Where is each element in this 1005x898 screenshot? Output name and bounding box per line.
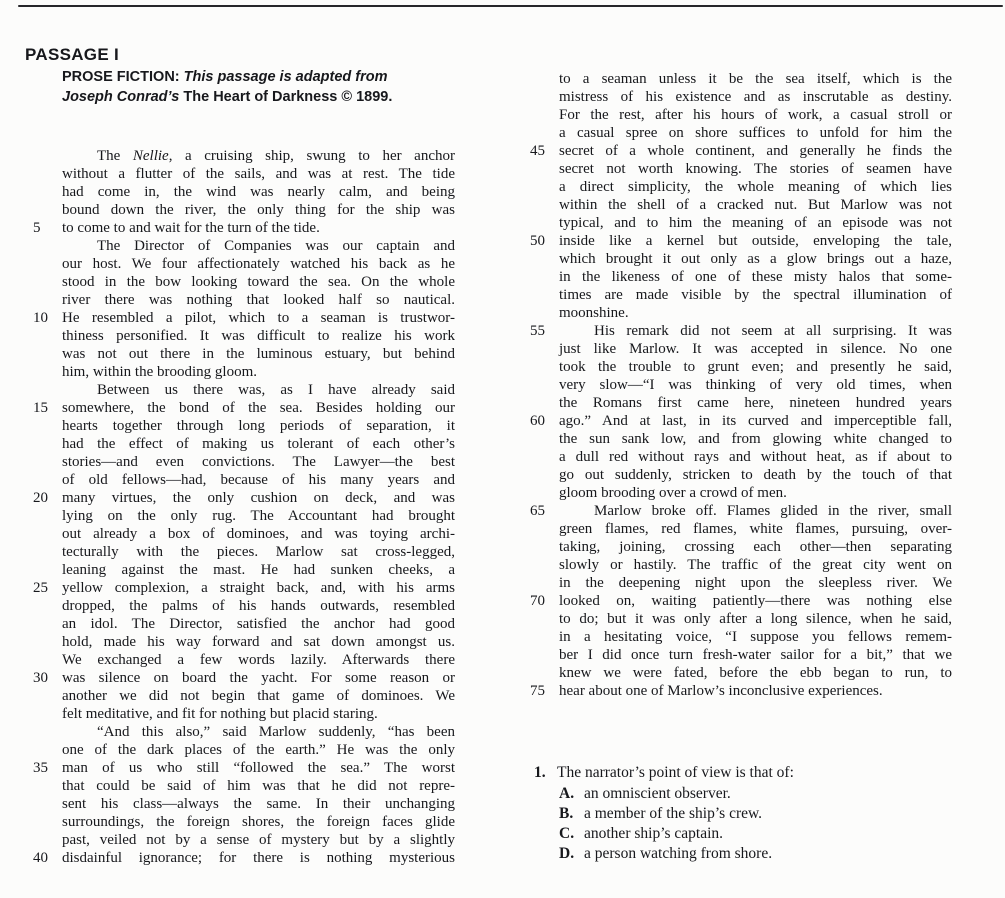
line-number [530, 88, 559, 106]
passage-line [33, 381, 455, 399]
passage-line [530, 574, 952, 592]
line-text: “And this also,” said Marlow suddenly, “has been [97, 724, 455, 740]
passage-line [33, 651, 455, 669]
line-text: His remark did not seem at all surprising. It was [594, 323, 952, 339]
passage-line [530, 286, 952, 304]
passage-line [33, 255, 455, 273]
line-text: Between us there was, as I have already said [97, 382, 455, 398]
line-number [33, 417, 62, 435]
line-text: green flames, red flames, white flames, pursuing, over- [559, 521, 952, 537]
passage-line [530, 592, 952, 610]
line-text: taking, joining, crossing each other—then separating [559, 539, 952, 555]
passage-line [33, 363, 455, 381]
line-number [530, 556, 559, 574]
passage-line [530, 70, 952, 88]
line-text: lying on the only rug. The Accountant had brought [62, 508, 455, 524]
line-text: We exchanged a few words lazily. Afterwards there [62, 652, 455, 668]
passage-line [33, 219, 455, 237]
line-text: the Romans first came here, nineteen hundred years [559, 395, 952, 411]
line-number [33, 741, 62, 759]
passage-line [33, 795, 455, 813]
passage-line [33, 309, 455, 327]
source-description-line2: Joseph Conrad’s [62, 89, 180, 105]
passage-line [530, 214, 952, 232]
passage-line [530, 646, 952, 664]
line-number [530, 106, 559, 124]
passage-line [530, 322, 952, 340]
line-text: him, within the brooding gloom. [62, 364, 257, 380]
passage-line [530, 142, 952, 160]
passage-column-left [33, 147, 455, 867]
genre-label: PROSE FICTION: [62, 69, 180, 85]
line-number: 10 [33, 310, 48, 326]
line-text: thiness personified. It was difficult to realize his work [62, 328, 455, 344]
line-number [33, 201, 62, 219]
passage-line [530, 538, 952, 556]
passage-line [33, 597, 455, 615]
line-text: was silence on board the yacht. For some reason or [62, 670, 455, 686]
line-text: tecturally with the pieces. Marlow sat cross-legged, [62, 544, 455, 560]
line-number: 50 [530, 233, 545, 249]
line-number [530, 394, 559, 412]
passage-line [530, 106, 952, 124]
line-number [33, 363, 62, 381]
line-number [530, 574, 559, 592]
line-text: stood in the bow looking toward the sea. On the whole [62, 274, 455, 290]
line-number [33, 327, 62, 345]
line-number [33, 651, 62, 669]
line-number [530, 628, 559, 646]
line-text: go out suddenly, stricken to death by the touch of that [559, 467, 952, 483]
source-description-line1: This passage is adapted from [183, 69, 388, 85]
line-number [530, 358, 559, 376]
line-number [530, 448, 559, 466]
line-text: out already a box of dominoes, and was toying archi- [62, 526, 455, 542]
line-text: hold, made his way forward and sat down amongst us. [62, 634, 455, 650]
question-stem: The narrator’s point of view is that of: [557, 764, 794, 781]
line-text: to a seaman unless it be the sea itself, which is the [559, 71, 952, 87]
passage-line [530, 304, 952, 322]
line-number [530, 484, 559, 502]
passage-column-right [530, 70, 952, 700]
line-text: moonshine. [559, 305, 629, 321]
line-number: 45 [530, 143, 545, 159]
line-number: 30 [33, 670, 48, 686]
line-number [530, 430, 559, 448]
question-number: 1. [534, 764, 546, 781]
line-text: without a flutter of the sails, and was at rest. The tide [62, 166, 455, 182]
source-copyright: © 1899. [341, 89, 393, 105]
question-stem-row [534, 763, 794, 783]
passage-line [33, 849, 455, 867]
passage-line [530, 88, 952, 106]
line-number [33, 543, 62, 561]
line-number [33, 453, 62, 471]
line-text: hear about one of Marlow’s inconclusive experiences. [559, 683, 883, 699]
line-number [530, 340, 559, 358]
line-number [530, 286, 559, 304]
line-number [530, 214, 559, 232]
source-work-title: The Heart of Darkness [183, 89, 338, 105]
line-text: of old fellows—had, because of his many years and [62, 472, 455, 488]
line-text: our host. We four affectionately watched his back as he [62, 256, 455, 272]
line-text: For the rest, after his hours of work, a casual stroll or [559, 107, 952, 123]
line-text: in the likeness of one of these misty halos that some- [559, 269, 952, 285]
line-number: 5 [33, 220, 41, 236]
passage-line [33, 327, 455, 345]
passage-line [33, 687, 455, 705]
passage-line [33, 291, 455, 309]
passage-line [530, 484, 952, 502]
line-number [33, 597, 62, 615]
line-text: had the effect of making us tolerant of each other’s [62, 436, 455, 452]
option-letter: A. [559, 785, 575, 802]
passage-line [33, 165, 455, 183]
line-text: secret of a whole continent, and generally he finds the [559, 143, 952, 159]
passage-line [530, 664, 952, 682]
line-number [33, 435, 62, 453]
line-number: 20 [33, 490, 48, 506]
line-text: Marlow broke off. Flames glided in the river, small [594, 503, 952, 519]
line-text: had come in, the wind was nearly calm, and being [62, 184, 455, 200]
line-text: very slow—“I was thinking of very old times, when [559, 377, 952, 393]
line-text: The Director of Companies was our captain and [97, 238, 455, 254]
passage-line [33, 345, 455, 363]
line-number [33, 633, 62, 651]
option-letter: C. [559, 825, 575, 842]
passage-line [33, 813, 455, 831]
line-text: hearts together through long periods of separation, it [62, 418, 455, 434]
line-number [530, 610, 559, 628]
line-text: just like Marlow. It was accepted in silence. No one [559, 341, 952, 357]
line-number [33, 687, 62, 705]
passage-line [530, 232, 952, 250]
line-number [530, 538, 559, 556]
line-number [33, 381, 62, 399]
passage-line [530, 268, 952, 286]
passage-line [33, 561, 455, 579]
passage-line [530, 376, 952, 394]
line-number [530, 646, 559, 664]
question-1 [534, 763, 794, 864]
line-number [530, 178, 559, 196]
line-number [33, 777, 62, 795]
line-text: one of the dark places of the earth.” He was the only [62, 742, 455, 758]
option-letter: D. [559, 845, 575, 862]
line-number [33, 345, 62, 363]
line-number: 75 [530, 683, 545, 699]
line-number [33, 831, 62, 849]
passage-line [33, 435, 455, 453]
line-text: yellow complexion, a straight back, and, with his arms [62, 580, 455, 596]
line-number: 65 [530, 503, 545, 519]
passage-line [33, 615, 455, 633]
line-text: ago.” And at last, in its curved and imperceptible fall, [559, 413, 952, 429]
passage-line [530, 394, 952, 412]
passage-line [530, 340, 952, 358]
line-text: that could be said of him was that he did not repre- [62, 778, 455, 794]
line-number: 40 [33, 850, 48, 866]
passage-line [530, 502, 952, 520]
line-text: slowly or hastily. The traffic of the great city went on [559, 557, 952, 573]
line-text: a dull red without rays and without heat, as if about to [559, 449, 952, 465]
passage-line [530, 556, 952, 574]
passage-line [530, 682, 952, 700]
passage-line [33, 489, 455, 507]
passage-line [530, 124, 952, 142]
passage-line [530, 358, 952, 376]
line-text: in the deepening night upon the sleepless river. We [559, 575, 952, 591]
line-number [33, 183, 62, 201]
line-text: was not out there in the luminous estuary, but behind [62, 346, 455, 362]
passage-line [530, 412, 952, 430]
line-text: disdainful ignorance; for there is nothing mysterious [62, 850, 455, 866]
line-number [33, 525, 62, 543]
line-number: 70 [530, 593, 545, 609]
line-text: He resembled a pilot, which to a seaman is trustwor- [62, 310, 455, 326]
line-text: within the shell of a cracked nut. But Marlow was not [559, 197, 952, 213]
top-rule [18, 5, 1003, 7]
passage-line [33, 723, 455, 741]
line-number [33, 237, 62, 255]
line-text: sent his class—always the same. In their unchanging [62, 796, 455, 812]
line-text: which brought it out only as a glow brings out a haze, [559, 251, 952, 267]
line-text: a casual spree on shore suffices to unfold for him the [559, 125, 952, 141]
line-text: mistress of his existence and as inscrutable as destiny. [559, 89, 952, 105]
option-text: a member of the ship’s crew. [584, 805, 763, 822]
line-text: a direct simplicity, the whole meaning of which lies [559, 179, 952, 195]
passage-line [33, 453, 455, 471]
passage-line [33, 633, 455, 651]
passage-heading: PASSAGE I [25, 45, 120, 64]
passage-line [33, 183, 455, 201]
line-number [33, 795, 62, 813]
line-text: secret not worth knowing. The stories of seamen have [559, 161, 952, 177]
line-number [530, 304, 559, 322]
passage-line [530, 160, 952, 178]
passage-line [33, 237, 455, 255]
passage-line [33, 507, 455, 525]
line-text: knew we were fated, before the ebb began to run, to [559, 665, 952, 681]
option-text: a person watching from shore. [584, 845, 773, 862]
passage-line [33, 147, 455, 165]
passage-line [33, 741, 455, 759]
line-text: felt meditative, and fit for nothing but placid staring. [62, 706, 378, 722]
line-number [33, 147, 62, 165]
line-number [530, 196, 559, 214]
passage-line [33, 543, 455, 561]
line-number [33, 255, 62, 273]
answer-option [559, 824, 794, 844]
passage-line [33, 273, 455, 291]
passage-line [530, 610, 952, 628]
option-text: another ship’s captain. [584, 825, 724, 842]
line-number [530, 466, 559, 484]
line-number: 25 [33, 580, 48, 596]
line-text: surroundings, the foreign shores, the foreign faces glide [62, 814, 455, 830]
line-number [33, 507, 62, 525]
line-number [530, 124, 559, 142]
line-text: to do; but it was only after a long silence, when he said, [559, 611, 952, 627]
line-text: leaning against the mast. He had sunken cheeks, a [62, 562, 455, 578]
line-text: river there was nothing that looked half so nautical. [62, 292, 455, 308]
passage-line [33, 669, 455, 687]
passage-line [33, 201, 455, 219]
line-text: to come to and wait for the turn of the tide. [62, 220, 320, 236]
line-text: somewhere, the bond of the sea. Besides holding our [62, 400, 455, 416]
line-number [33, 291, 62, 309]
answer-option [559, 844, 794, 864]
passage-line [530, 196, 952, 214]
passage-line [33, 399, 455, 417]
line-text: gloom brooding over a crowd of men. [559, 485, 787, 501]
line-number [33, 723, 62, 741]
passage-line [33, 705, 455, 723]
line-text: typical, and to him the meaning of an episode was not [559, 215, 952, 231]
line-number [530, 520, 559, 538]
passage-line [530, 250, 952, 268]
option-text: an omniscient observer. [584, 785, 731, 802]
line-number: 35 [33, 760, 48, 776]
passage-line [530, 178, 952, 196]
passage-line [33, 777, 455, 795]
line-text: inside like a kernel but outside, enveloping the tale, [559, 233, 952, 249]
passage-line [33, 579, 455, 597]
passage-line [530, 520, 952, 538]
answer-option [559, 784, 794, 804]
line-text: in a hesitating voice, “I suppose you fellows remem- [559, 629, 952, 645]
line-text: another we did not begin that game of dominoes. We [62, 688, 455, 704]
answer-option [559, 804, 794, 824]
line-number [33, 813, 62, 831]
passage-line [33, 525, 455, 543]
line-number [33, 273, 62, 291]
line-text: times are made visible by the spectral illumination of [559, 287, 952, 303]
line-text: the sun sank low, and from glowing white changed to [559, 431, 952, 447]
passage-line [530, 448, 952, 466]
line-number [33, 165, 62, 183]
line-text: an idol. The Director, satisfied the anchor had good [62, 616, 455, 632]
line-number [33, 471, 62, 489]
passage-line [530, 466, 952, 484]
line-number: 15 [33, 400, 48, 416]
line-number: 55 [530, 323, 545, 339]
question-options [559, 784, 794, 864]
passage-line [33, 831, 455, 849]
line-number [530, 250, 559, 268]
line-number [530, 160, 559, 178]
passage-line [530, 430, 952, 448]
passage-line [530, 628, 952, 646]
line-text: dropped, the palms of his hands outwards, resembled [62, 598, 455, 614]
line-text: past, veiled not by a sense of mystery but by a slightly [62, 832, 455, 848]
line-number [530, 664, 559, 682]
passage-line [33, 759, 455, 777]
passage-line [33, 471, 455, 489]
line-number: 60 [530, 413, 545, 429]
line-text: many virtues, the only cushion on deck, and was [62, 490, 455, 506]
line-number [33, 615, 62, 633]
line-text: took the trouble to grunt even; and presently he said, [559, 359, 952, 375]
line-number [530, 70, 559, 88]
line-text: ber I did once turn fresh-water sailor for a bit,” that we [559, 647, 952, 663]
line-text: man of us who still “followed the sea.” The worst [62, 760, 455, 776]
line-text: looked on, waiting patiently—there was nothing else [559, 593, 952, 609]
line-number [33, 705, 62, 723]
line-text: stories—and even convictions. The Lawyer—the best [62, 454, 455, 470]
line-text: bound down the river, the only thing for the ship was [62, 202, 455, 218]
passage-line [33, 417, 455, 435]
line-number [530, 376, 559, 394]
passage-source-note [62, 67, 432, 107]
line-number [33, 561, 62, 579]
option-letter: B. [559, 805, 574, 822]
line-number [530, 268, 559, 286]
line-text: The Nellie, a cruising ship, swung to her anchor [97, 148, 455, 164]
